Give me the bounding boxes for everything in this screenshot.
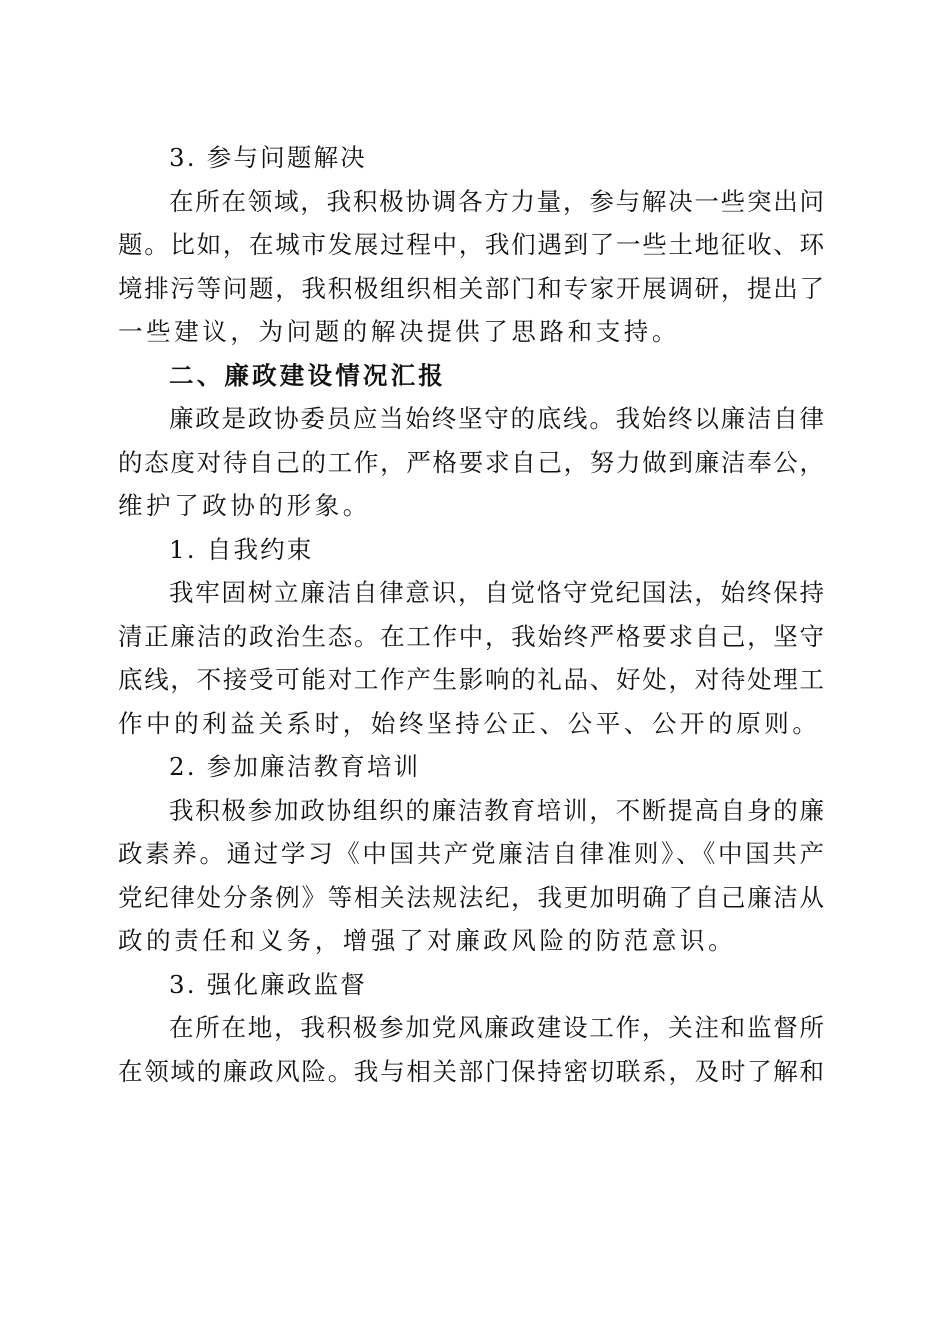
paragraph-line: 清正廉洁的政治生态。在工作中，我始终严格要求自己，坚守 xyxy=(118,621,824,651)
paragraph-line: 在所在领域，我积极协调各方力量，参与解决一些突出问 xyxy=(169,186,824,216)
paragraph-line: 我牢固树立廉洁自律意识，自觉恪守党纪国法，始终保持 xyxy=(169,578,824,607)
paragraph-line: 廉政是政协委员应当始终坚守的底线。我始终以廉洁自律 xyxy=(169,404,824,433)
section-title: 2. 参加廉洁教育培训 xyxy=(169,752,421,781)
paragraph-line: 境排污等问题，我积极组织相关部门和专家开展调研，提出了 xyxy=(118,273,824,303)
paragraph-line: 在所在地，我积极参加党风廉政建设工作，关注和监督所 xyxy=(169,1013,824,1042)
section-title: 3. 强化廉政监督 xyxy=(169,969,367,999)
paragraph-line: 题。比如，在城市发展过程中，我们遇到了一些土地征收、环 xyxy=(118,230,824,259)
paragraph-line: 作中的利益关系时，始终坚持公正、公平、公开的原则。 xyxy=(118,708,821,738)
paragraph-line: 底线，不接受可能对工作产生影响的礼品、好处，对待处理工 xyxy=(118,665,824,694)
section-heading: 二、廉政建设情况汇报 xyxy=(169,360,446,390)
section-title: 1. 自我约束 xyxy=(169,534,314,564)
paragraph-line: 党纪律处分条例》等相关法规法纪，我更加明确了自己廉洁从 xyxy=(118,882,824,912)
paragraph-line: 维护了政协的形象。 xyxy=(118,491,371,520)
paragraph-line: 在领域的廉政风险。我与相关部门保持密切联系，及时了解和 xyxy=(118,1056,824,1086)
paragraph-line: 政的责任和义务，增强了对廉政风险的防范意识。 xyxy=(118,926,737,955)
paragraph-line: 我积极参加政协组织的廉洁教育培训，不断提高自身的廉 xyxy=(169,795,824,825)
paragraph-line: 政素养。通过学习《中国共产党廉洁自律准则》、《中国共产 xyxy=(118,839,824,868)
paragraph-line: 的态度对待自己的工作，严格要求自己，努力做到廉洁奉公， xyxy=(118,447,824,477)
document-page xyxy=(118,136,824,1093)
paragraph-line: 一些建议，为问题的解决提供了思路和支持。 xyxy=(118,317,680,346)
section-title: 3. 参与问题解决 xyxy=(169,143,367,172)
